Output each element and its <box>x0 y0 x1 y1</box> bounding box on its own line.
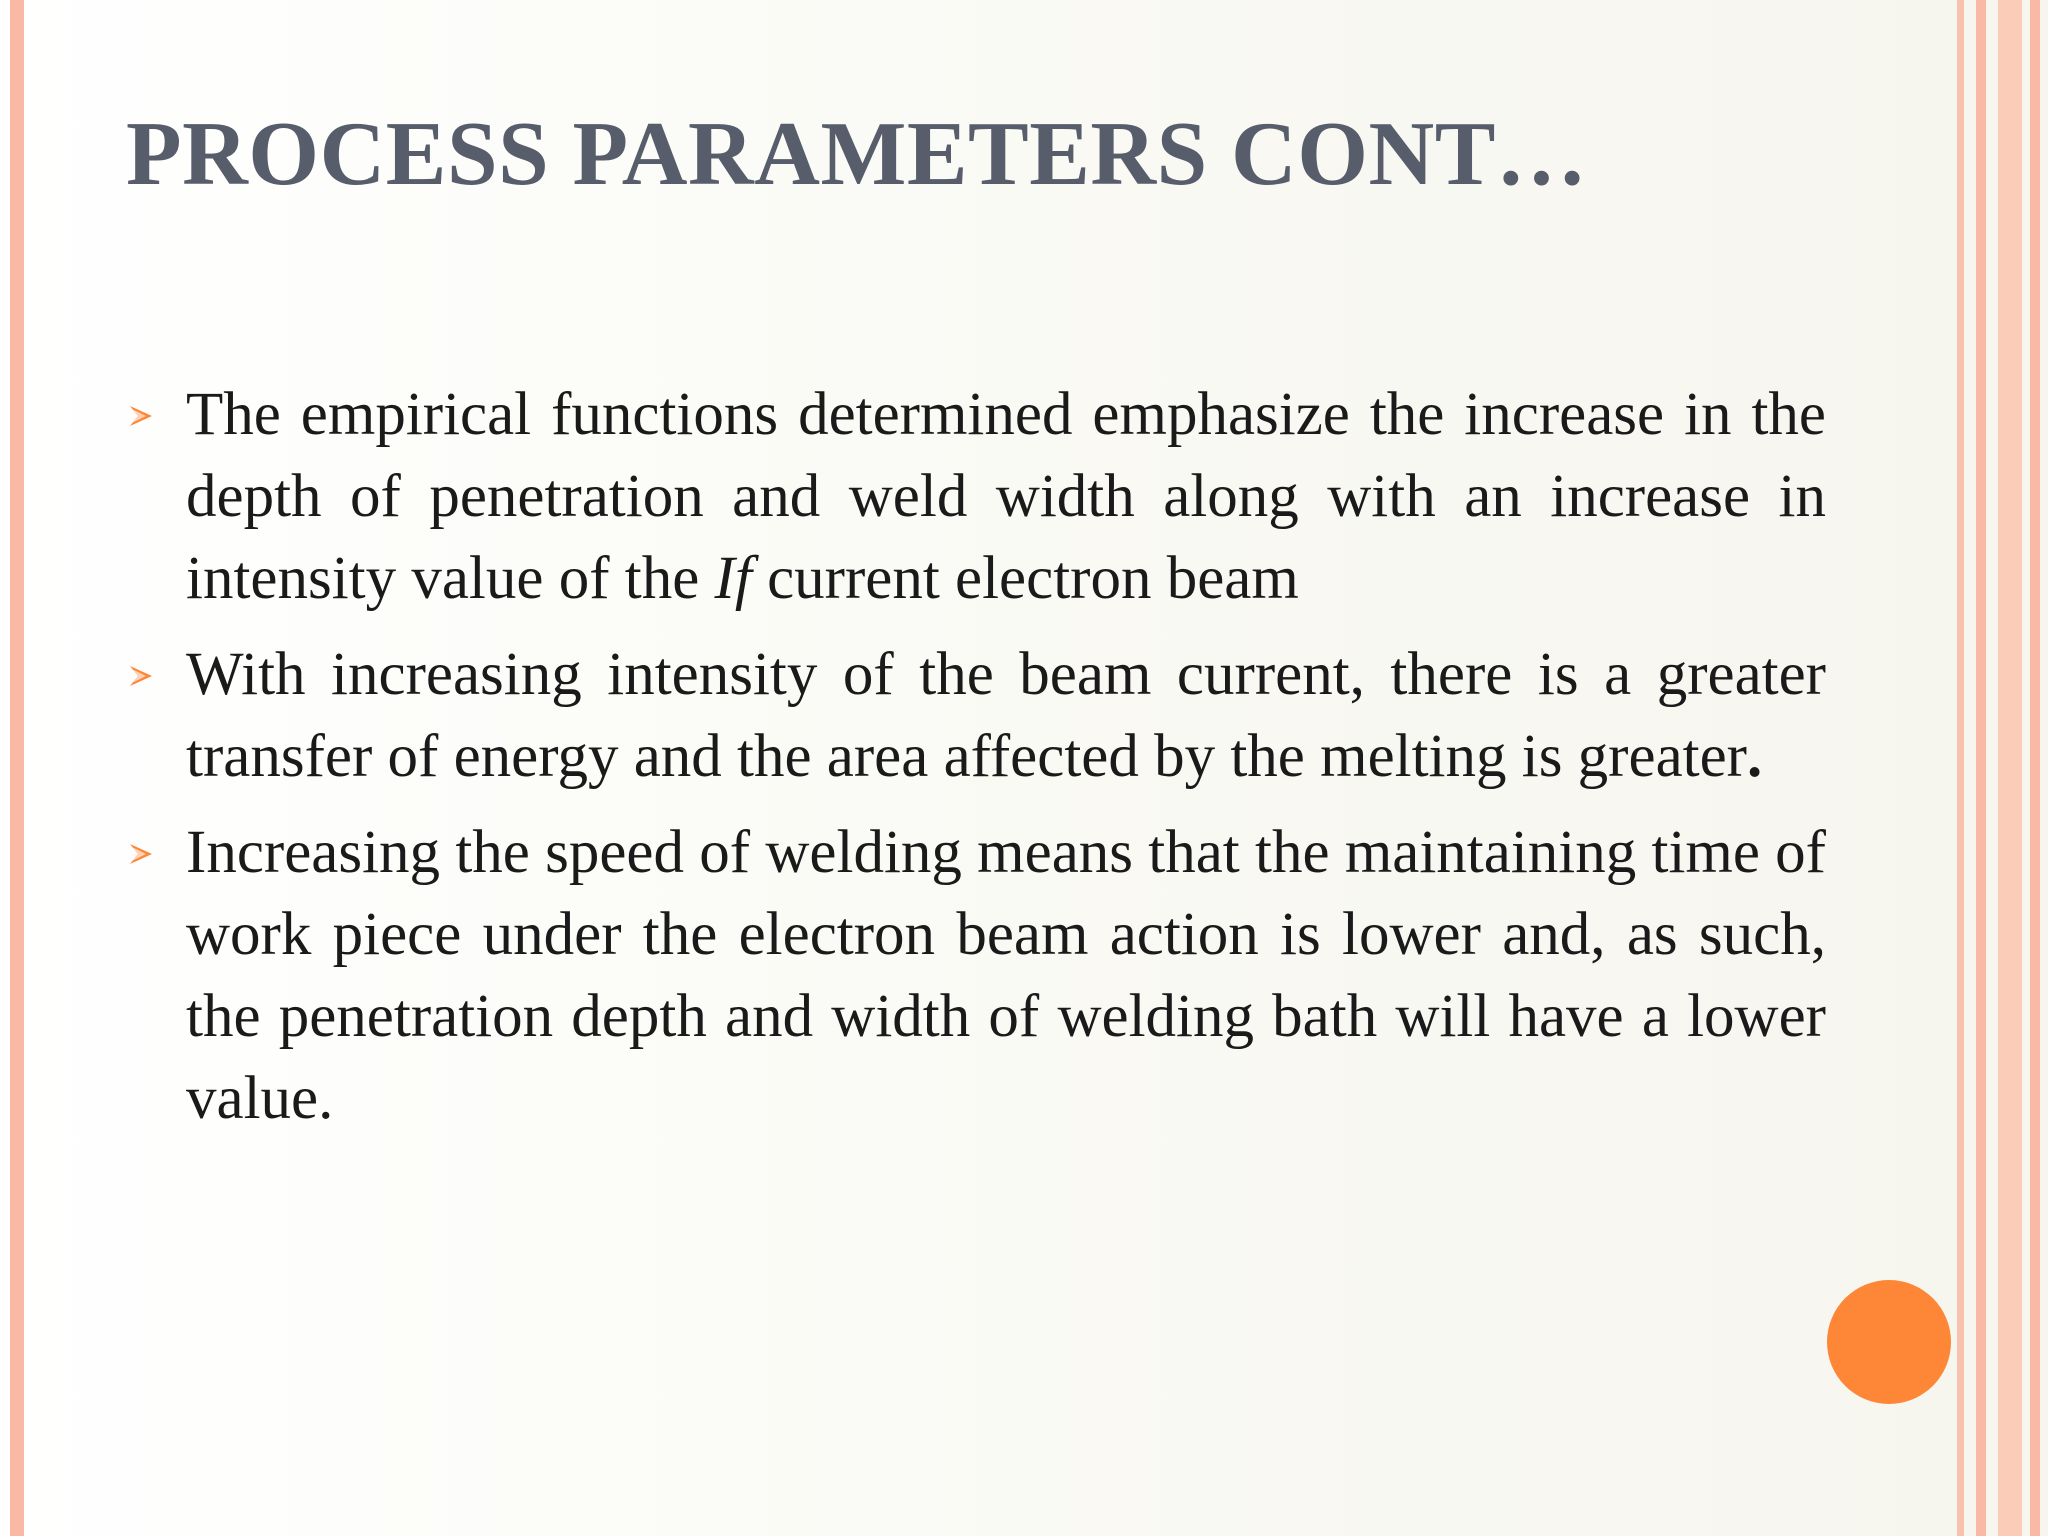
bullet-text <box>186 812 1826 1140</box>
bullet-item <box>126 634 1826 798</box>
slide-title: PROCESS PARAMETERS CONT… <box>126 103 1588 204</box>
bullet-item <box>126 374 1826 620</box>
bullet-text-part: The empirical functions determined emphasize the increase in the depth of penetration and weld width along with an increase in intensity value of the <box>186 381 1826 612</box>
right-border-stripe <box>2030 0 2040 1536</box>
bullet-text-part: Increasing the speed of welding means that the maintaining time of work piece under the electron beam action is lower and, as such, the penetration depth and width of welding bath will have a lower value. <box>186 819 1826 1132</box>
bullet-text-italic: If <box>714 545 752 612</box>
arrowhead-icon <box>128 842 154 866</box>
orange-circle-decoration <box>1827 1280 1951 1404</box>
right-border-stripe <box>1998 0 2022 1536</box>
bullet-item <box>126 812 1826 1140</box>
bullet-text-bold: . <box>1746 723 1763 790</box>
bullet-text-part: current electron beam <box>751 545 1299 612</box>
right-border-stripe <box>1957 0 1964 1536</box>
arrowhead-icon <box>128 664 154 688</box>
bullet-text <box>186 374 1826 620</box>
bullet-text <box>186 634 1826 798</box>
bullet-list <box>126 374 1826 1154</box>
left-border-stripe <box>10 0 24 1536</box>
right-border-stripe <box>1976 0 1986 1536</box>
arrowhead-icon <box>128 404 154 428</box>
bullet-text-part: With increasing intensity of the beam current, there is a greater transfer of energy and the area affected by the melting is greater <box>186 641 1826 790</box>
